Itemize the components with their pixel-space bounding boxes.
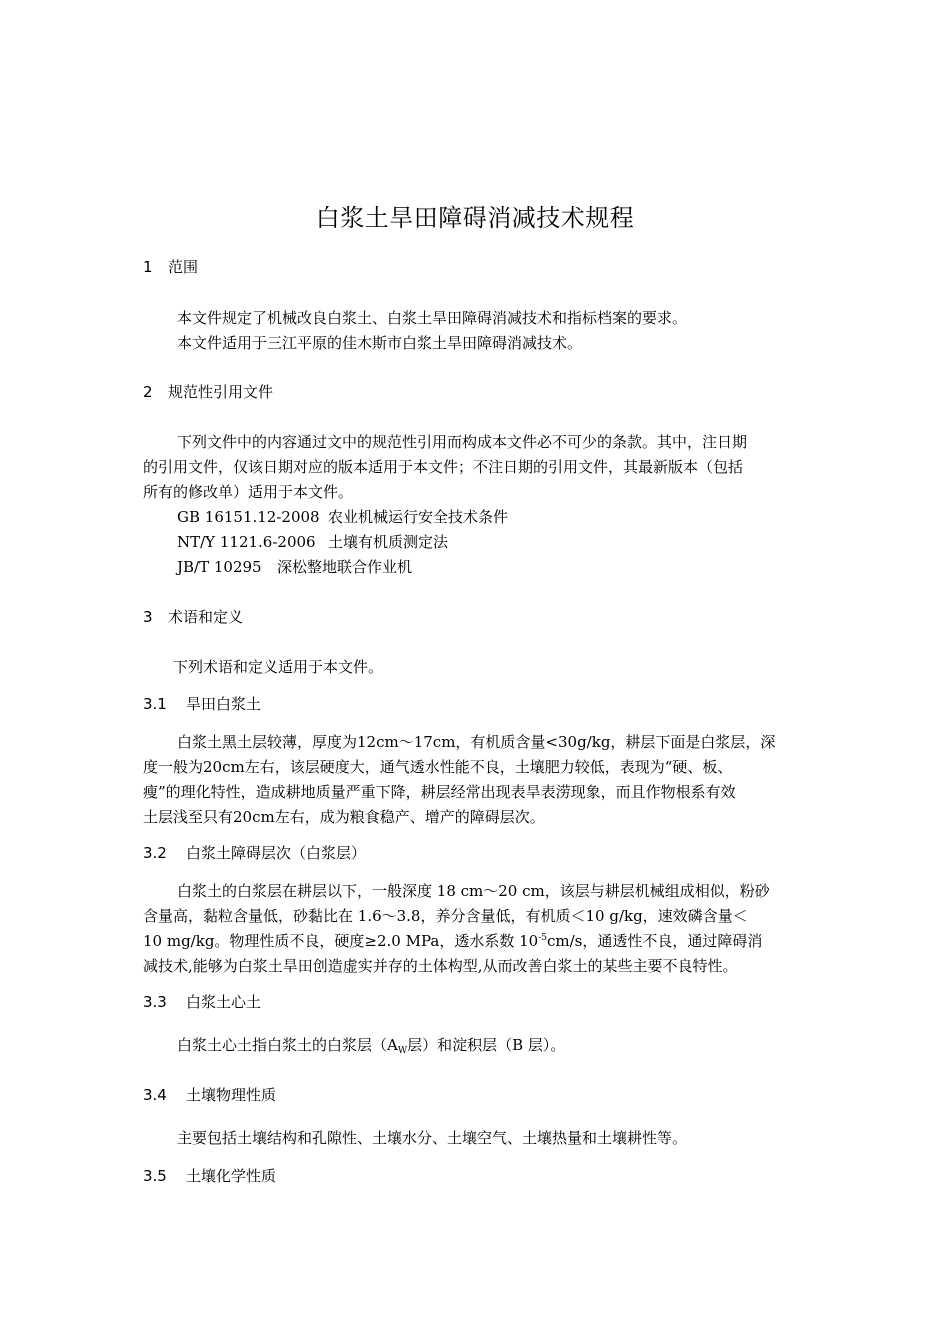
text-line: 下列文件中的内容通过文中的规范性引用而构成本文件必不可少的条款。其中，注日期 — [177, 433, 748, 451]
reference-name: 深松整地联合作业机 — [277, 558, 413, 576]
paragraph: 主要包括土壤结构和孔隙性、土壤水分、土壤空气、土壤热量和土壤耕性等。 — [177, 1129, 688, 1147]
section-number: 3 — [143, 608, 153, 626]
text-line: 减技术,能够为白浆土旱田创造虚实并存的土体构型,从而改善白浆土的某些主要不良特性。 — [143, 957, 738, 975]
subscript: W — [397, 1046, 408, 1056]
paragraph — [143, 430, 807, 505]
paragraph — [143, 730, 807, 830]
paragraph: 下列术语和定义适用于本文件。 — [173, 658, 384, 676]
text-line: 土层浅至只有20cm左右，成为粮食稳产、增产的障碍层次。 — [143, 808, 545, 826]
text-line: 度一般为20cm左右，该层硬度大，通气透水性能不良，土壤肥力较低，表现为“硬、板、 — [143, 758, 733, 776]
reference-code: NT/Y 1121.6-2006 — [177, 533, 316, 551]
text-line: 白浆土的白浆层在耕层以下，一般深度 18 cm～20 cm，该层与耕层机械组成相似，粉砂 — [177, 882, 770, 900]
subsection-3-5-heading — [143, 1166, 276, 1186]
text-line: 所有的修改单）适用于本文件。 — [143, 483, 354, 501]
section-title: 旱田白浆土 — [186, 695, 262, 713]
reference-name: 土壤有机质测定法 — [328, 533, 449, 551]
document-title: 白浆土旱田障碍消减技术规程 — [315, 204, 635, 232]
section-number: 3.4 — [143, 1086, 167, 1104]
text-line: 白浆土黑土层较薄，厚度为12cm～17cm，有机质含量<30g/kg，耕层下面是白浆层，深 — [177, 733, 776, 751]
section-2-heading — [143, 382, 273, 402]
text-line: 瘦”的理化特性，造成耕地质量严重下降，耕层经常出现表旱表涝现象，而且作物根系有效 — [143, 783, 736, 801]
text-line: 的引用文件，仅该日期对应的版本适用于本文件；不注日期的引用文件，其最新版本（包括 — [143, 458, 744, 476]
text-segment: 白浆土心土指白浆土的白浆层（A — [177, 1036, 398, 1054]
text-segment: 层）和淀积层（B 层）。 — [407, 1036, 566, 1054]
section-number: 2 — [143, 383, 153, 401]
section-number: 3.5 — [143, 1167, 167, 1185]
text-line — [143, 929, 807, 954]
paragraph — [143, 879, 807, 979]
reference-code: JB/T 10295 — [177, 558, 262, 576]
subsection-3-4-heading — [143, 1085, 276, 1105]
section-number: 3.3 — [143, 993, 167, 1011]
section-number: 3.1 — [143, 695, 167, 713]
section-number: 1 — [143, 258, 153, 276]
section-3-heading — [143, 607, 243, 627]
subsection-3-2-heading — [143, 843, 366, 863]
paragraph: 本文件适用于三江平原的佳木斯市白浆土旱田障碍消减技术。 — [177, 334, 583, 352]
reference-name: 农业机械运行安全技术条件 — [328, 508, 509, 526]
text-line: 含量高，黏粒含量低，砂黏比在 1.6～3.8，养分含量低，有机质＜10 g/kg，速效磷含量＜ — [143, 907, 748, 925]
reference-item — [177, 505, 508, 530]
text-segment: 10 mg/kg。物理性质不良，硬度≥2.0 MPa，透水系数 10 — [143, 932, 539, 950]
text-segment: cm/s，通透性不良，通过障碍消 — [546, 932, 763, 950]
subsection-3-3-heading — [143, 992, 261, 1012]
section-title: 白浆土障碍层次（白浆层） — [186, 844, 367, 862]
paragraph — [143, 1033, 841, 1058]
reference-item — [177, 555, 412, 580]
section-title: 白浆土心土 — [186, 993, 262, 1011]
section-title: 术语和定义 — [168, 608, 244, 626]
section-title: 规范性引用文件 — [168, 383, 274, 401]
section-title: 土壤物理性质 — [186, 1086, 277, 1104]
superscript: -5 — [538, 933, 547, 943]
reference-code: GB 16151.12-2008 — [177, 508, 320, 526]
subsection-3-1-heading — [143, 694, 261, 714]
paragraph: 本文件规定了机械改良白浆土、白浆土旱田障碍消减技术和指标档案的要求。 — [177, 309, 688, 327]
section-title: 范围 — [168, 258, 199, 276]
section-number: 3.2 — [143, 844, 167, 862]
section-title: 土壤化学性质 — [186, 1167, 277, 1185]
section-1-heading — [143, 257, 198, 277]
reference-item — [177, 530, 448, 555]
